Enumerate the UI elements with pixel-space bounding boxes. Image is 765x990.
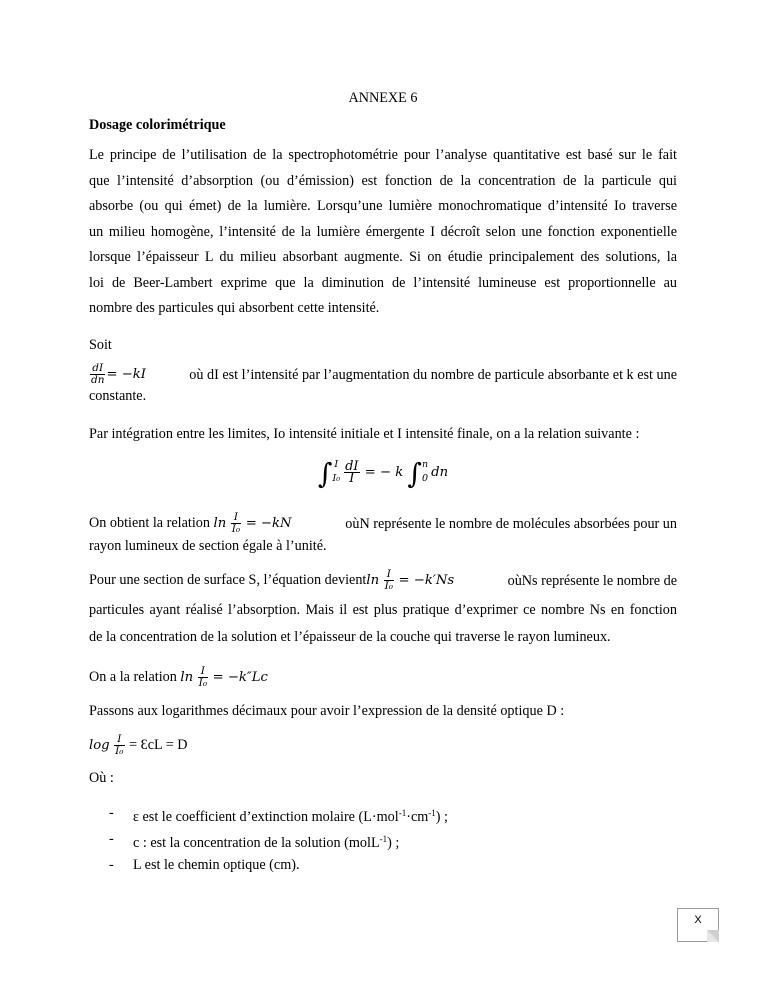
soit-label: Soit [89,337,112,353]
integral-sign-icon: ∫ [407,456,423,490]
relation-1-suffix: oùN représente le nombre de molécules absorbées pour un [345,515,677,532]
intro-line: nombre des particules qui absorbent cette intensité. [89,300,380,316]
integral-equation: ∫ I I₀ $\frac{dI}{I}$ = − k ∫ n 0 dn [317,456,449,490]
intro-line: que l’intensité d’absorption (ou d’émission) est fonction de la concentration de la particule qui [89,173,677,189]
page-number: X [694,914,702,926]
intro-line: un milieu homogène, l’intensité de la lumière émergente I décroît selon une fonction exponentielle [89,224,677,240]
relation-2-continuation: de la concentration de la solution et l’épaisseur de la couche qui traverse le rayon lumineux. [89,629,611,645]
equation-1-continuation: constante. [89,388,147,404]
intro-line: Le principe de l’utilisation de la spectrophotométrie pour l’analyse quantitative est basé sur le fait [89,147,677,163]
equation-1-fraction: $\frac{dI}{dn}$ [91,362,105,386]
relation-3-line: On a la relation ln $\frac{I}{\text{I₀}}$ = −k″Lc [89,665,268,689]
relation-1-continuation: rayon lumineux de section égale à l’unité. [89,538,327,554]
section-title: Dosage colorimétrique [89,117,226,133]
log-intro-text: Passons aux logarithmes décimaux pour avoir l’expression de la densité optique D : [89,703,565,719]
equation-1-text: où dI est l’intensité par l’augmentation du nombre de particule absorbante et k est une [189,366,677,383]
ou-label: Où : [89,770,114,786]
integration-text: Par intégration entre les limites, Io intensité initiale et I intensité finale, on a la relation suivante : [89,426,640,442]
integral-sign-icon: ∫ [317,456,333,490]
relation-2-suffix: oùNs représente le nombre de [507,572,677,589]
page-number-box [677,908,719,942]
relation-1-line: On obtient la relation ln $\frac{I}{\text{I₀}}$ = −kN oùN représente le nombre de molécules absorbées pour un [89,511,677,535]
equation-1-rhs: = −kI [106,366,146,382]
page-corner-fold-icon [707,930,719,942]
intro-line: lorsque l’épaisseur L du milieu absorbant augmente. Si on étudie principalement des solutions, la [89,249,677,265]
intro-line: absorbe (ou qui émet) de la lumière. Lorsqu’une lumière monochromatique d’intensité Io traverse [89,198,677,214]
annex-title: ANNEXE 6 [348,90,418,106]
relation-2-continuation: particules ayant réalisé l’absorption. Mais il est plus pratique d’exprimer ce nombre Ns en fonction [89,602,677,618]
log-equation: log $\frac{I}{\text{I₀}}$ = ƐcL = D [89,733,188,757]
intro-line: loi de Beer-Lambert exprime que la diminution de l’intensité lumineuse est proportionnelle au [89,275,677,291]
equation-1-line [89,363,677,386]
relation-2-line: Pour une section de surface S, l’équation devientln $\frac{I}{\text{I₀}}$ = −k′Ns oùNs représente le nombre de [89,568,677,592]
